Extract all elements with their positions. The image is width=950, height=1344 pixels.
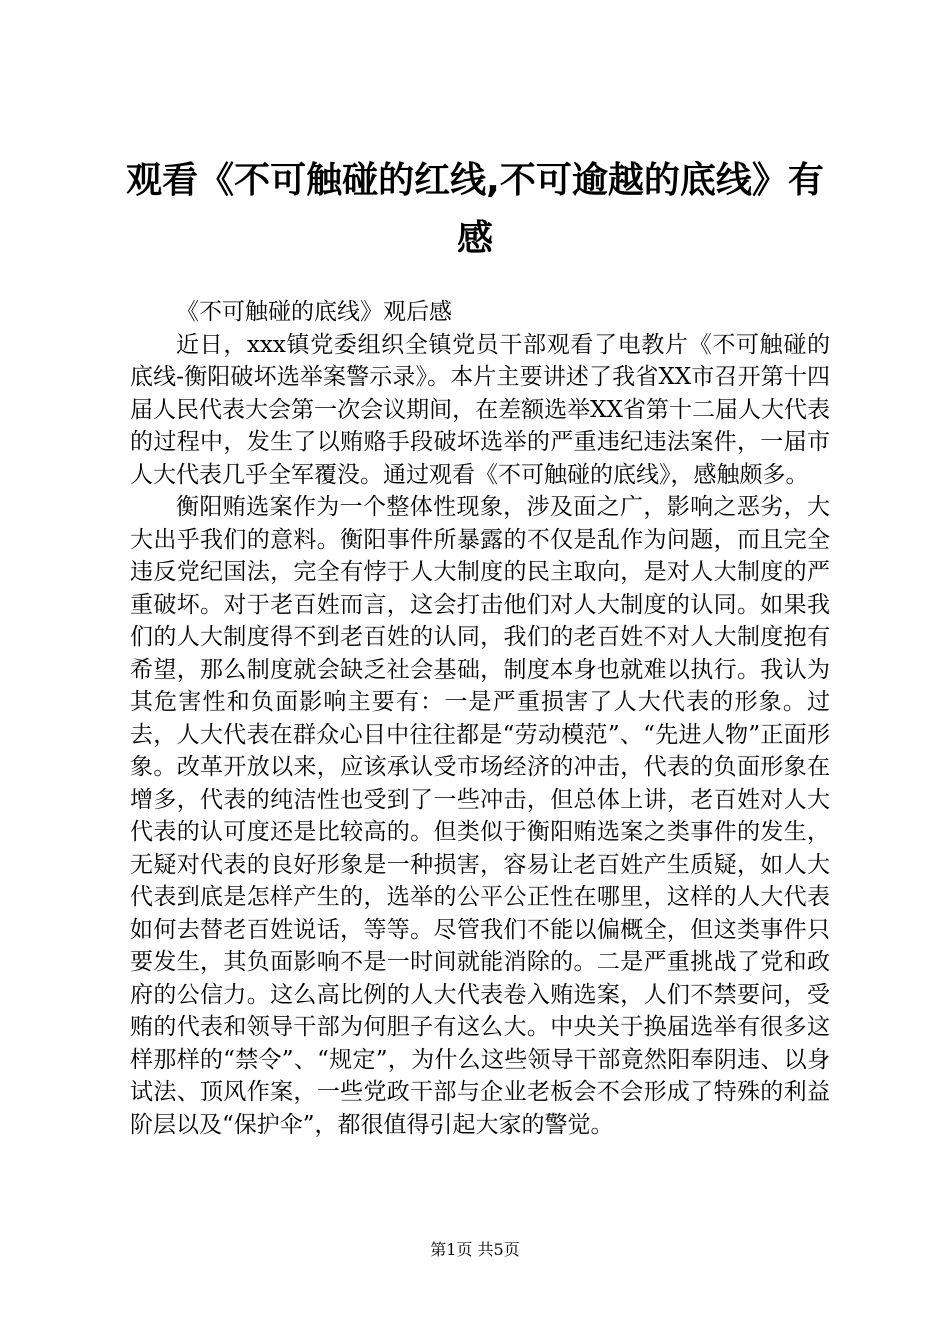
document-title: 观看《不可触碰的红线,不可逾越的底线》有感 [126,160,824,259]
paragraph-2: 衡阳贿选案作为一个整体性现象，涉及面之广，影响之恶劣，大大出乎我们的意料。衡阳事件所暴露的不仅是乱作为问题，而且完全违反党纪国法，完全有悖于人大制度的民主取向，是对人大制度的严重破坏。对于老百姓而言，这会打击他们对人大制度的认同。如果我们的人大制度得不到老百姓的认同，我们的老百姓不对人大制度抱有希望，那么制度就会缺乏社会基础，制度本身也就难以执行。我认为其危害性和负面影响主要有：一是严重损害了人大代表的形象。过去，人大代表在群众心目中往往都是“劳动模范”、“先进人物”正面形象。改革开放以来，应该承认受市场经济的冲击，代表的负面形象在增多，代表的纯洁性也受到了一些冲击，但总体上讲，老百姓对人大代表的认可度还是比较高的。但类似于衡阳贿选案之类事件的发生，无疑对代表的良好形象是一种损害，容易让老百姓产生质疑，如人大代表到底是怎样产生的，选举的公平公正性在哪里，这样的人大代表如何去替老百姓说话，等等。尽管我们不能以偏概全，但这类事件只要发生，其负面影响不是一时间就能消除的。二是严重挑战了党和政府的公信力。这么高比例的人大代表卷入贿选案，人们不禁要问，受贿的代表和领导干部为何胆子有这么大。中央关于换届选举有很多这样那样的“禁令”、“规定”，为什么这些领导干部竟然阳奉阴违、以身试法、顶风作案，一些党政干部与企业老板会不会形成了特殊的利益阶层以及“保护伞”，都很值得引起大家的警觉。 [130,494,830,1138]
paragraph-1: 近日，xxx镇党委组织全镇党员干部观看了电教片《不可触碰的底线-衡阳破坏选举案警示录》。本片主要讲述了我省XX市召开第十四届人民代表大会第一次会议期间，在差额选举XX省第十二届人大代表的过程中，发生了以贿赂手段破坏选举的严重违纪违法案件，一届市人大代表几乎全军覆没。通过观看《不可触碰的底线》，感触颇多。 [130,331,830,488]
document-body [130,296,830,1141]
document-subtitle: 《不可触碰的底线》观后感 [176,299,452,325]
page-footer: 第1页 共5页 [430,1240,520,1259]
